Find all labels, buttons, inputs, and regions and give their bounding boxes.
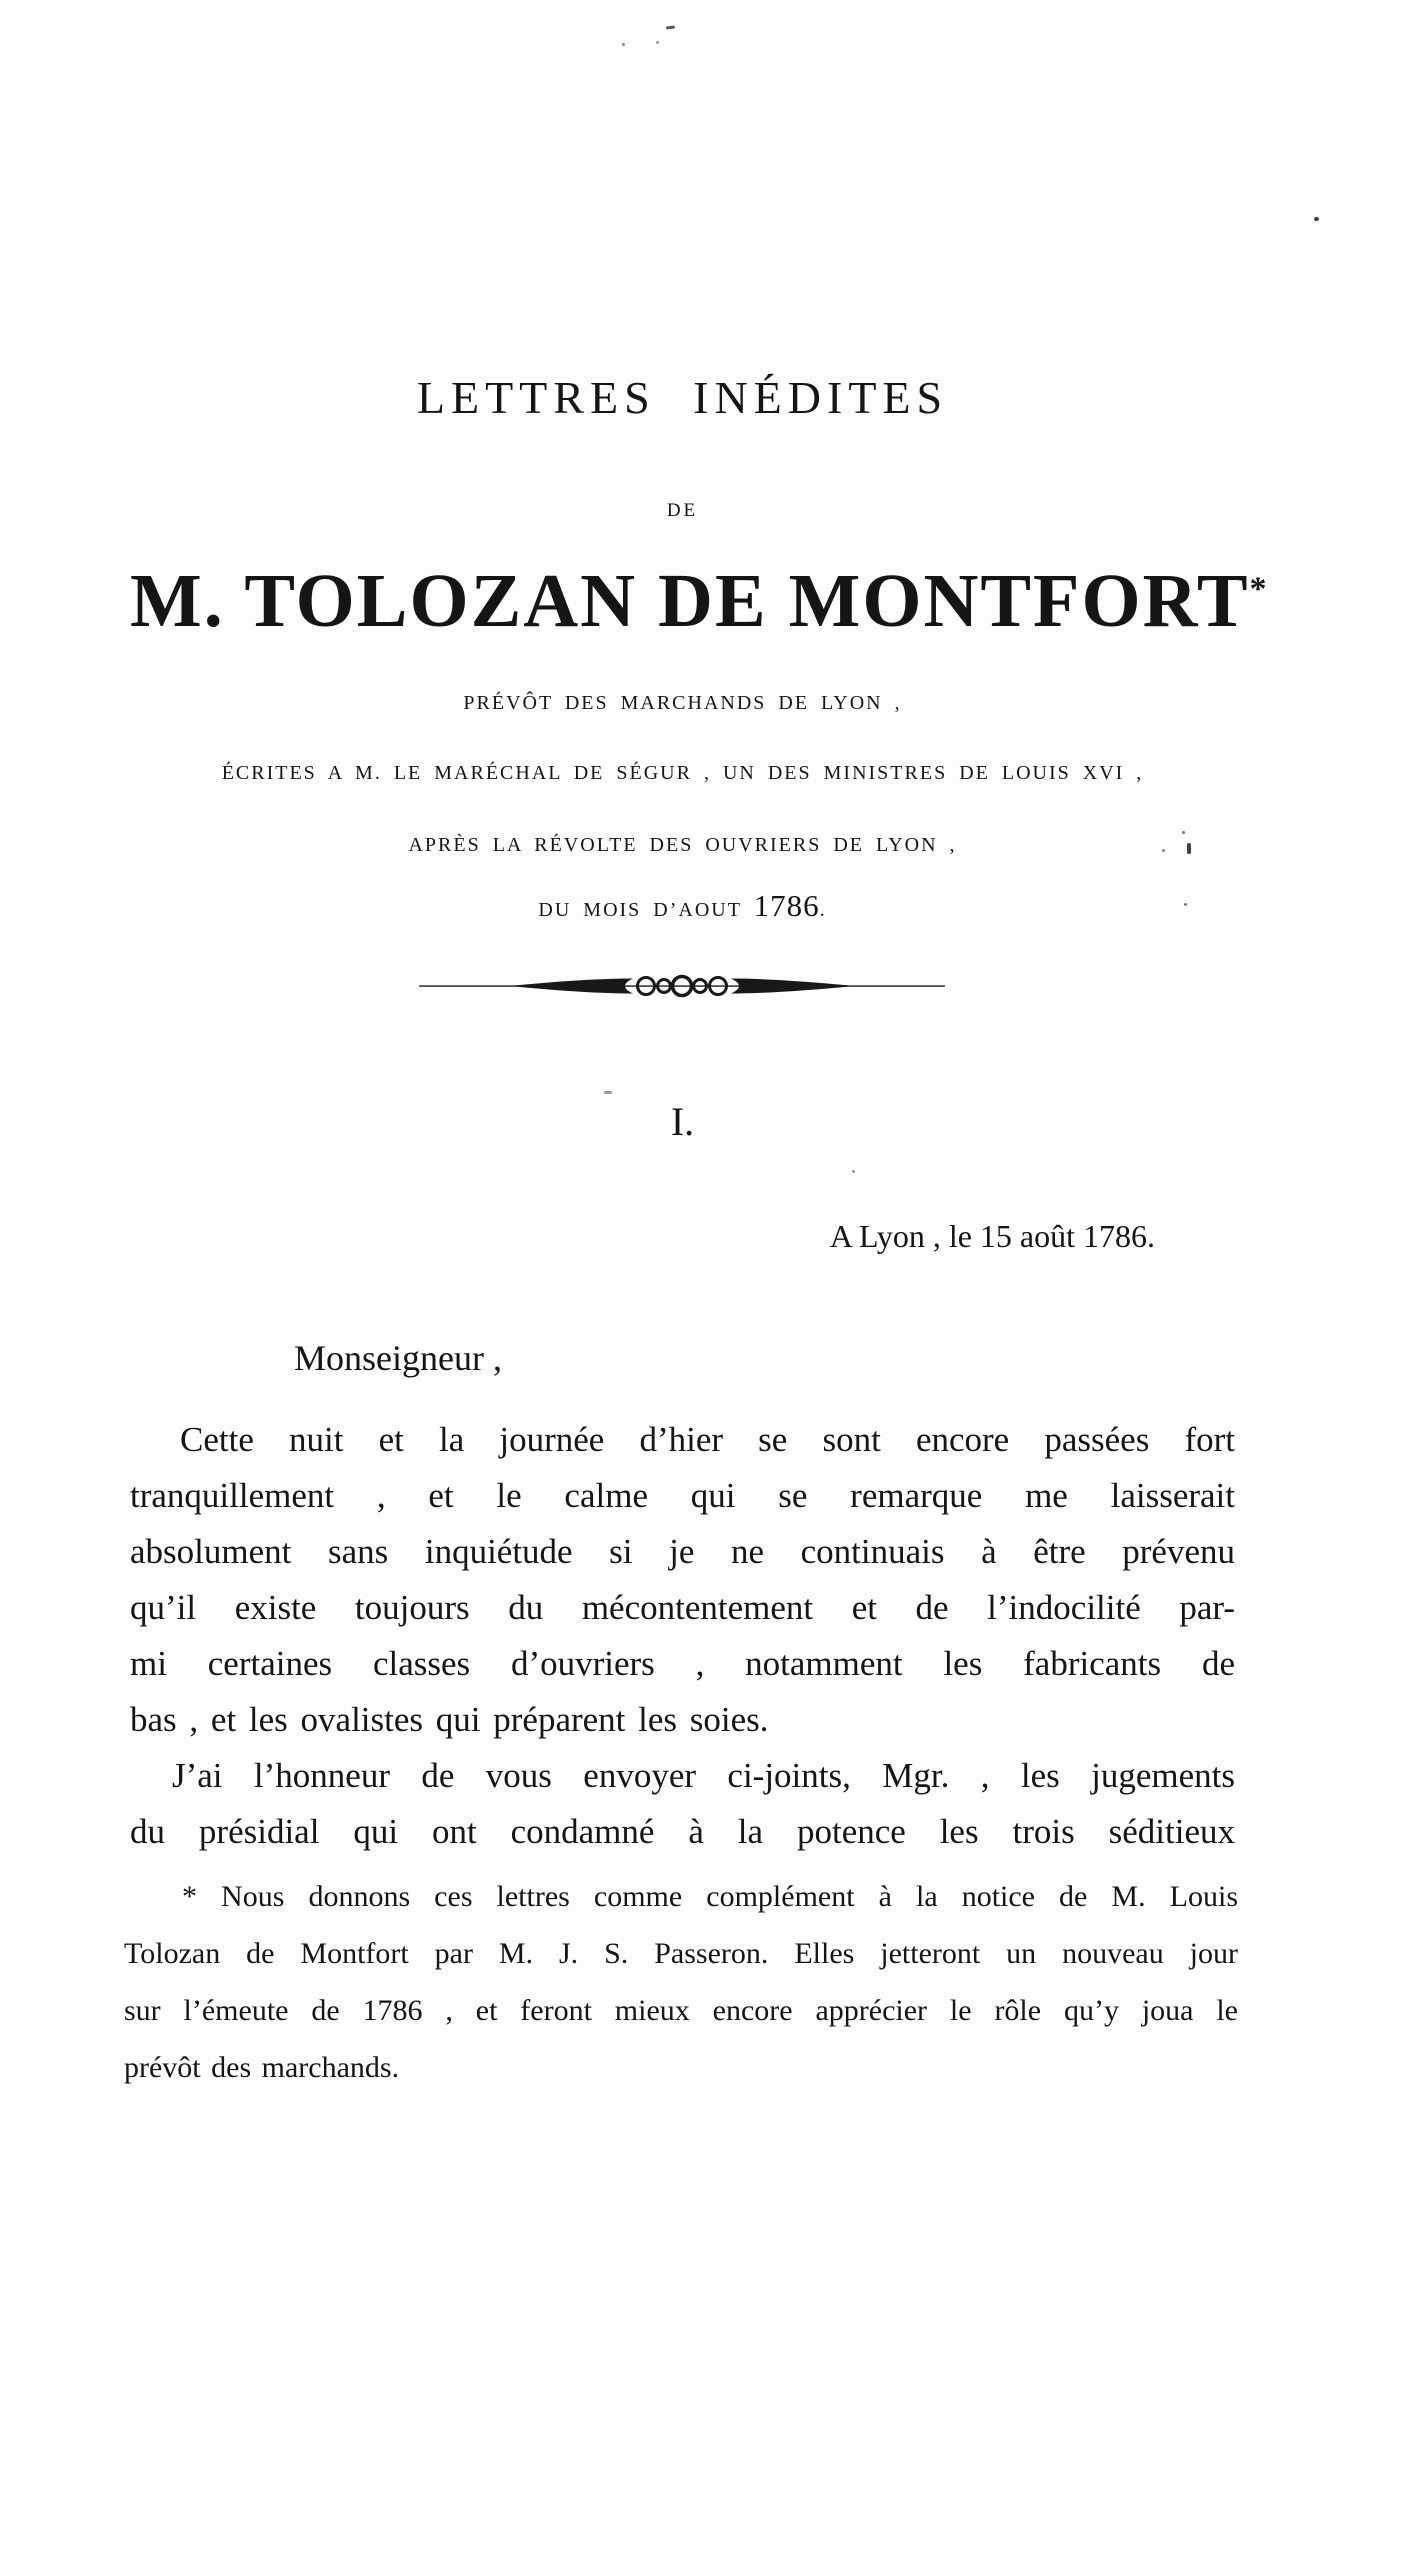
paragraph-1-line: Cette nuit et la journée d’hier se sont encore passées fort (180, 1420, 1235, 1459)
scan-speck (852, 1170, 855, 1173)
dateline: A Lyon , le 15 août 1786. (829, 1218, 1155, 1254)
footnote-line: sur l’émeute de 1786 , et feront mieux encore apprécier le rôle qu’y joua le (124, 1994, 1238, 2027)
paragraph-2 (130, 1748, 1235, 1860)
paragraph-1-line: mi certaines classes d’ouvriers , notamment les fabricants de (130, 1644, 1235, 1683)
footnote-line: Tolozan de Montfort par M. J. S. Passeron. Elles jetteront un nouveau jour (124, 1937, 1238, 1970)
paragraph-1-line: bas , et les ovalistes qui préparent les soies. (130, 1700, 769, 1739)
subtitle-addressee: ÉCRITES A M. LE MARÉCHAL DE SÉGUR , UN DES MINISTRES DE LOUIS XVI , (221, 762, 1144, 784)
series-title: LETTRES INÉDITES (416, 372, 949, 423)
ornament-divider-icon (417, 966, 947, 1006)
scan-speck (1184, 903, 1187, 906)
footnote-line: * Nous donnons ces lettres comme complément à la notice de M. Louis (182, 1880, 1238, 1913)
scan-speck (1314, 217, 1319, 221)
scan-speck (1187, 843, 1191, 854)
subtitle-date-prefix: DU MOIS D’AOUT (538, 899, 754, 921)
paragraph-1-line: tranquillement , et le calme qui se remarque me laisserait (130, 1476, 1235, 1515)
paragraph-1-line: absolument sans inquiétude si je ne continuais à être prévenu (130, 1532, 1235, 1571)
footnote-marker: * (1249, 570, 1269, 608)
footnote (124, 1868, 1238, 2096)
subtitle-role: PRÉVÔT DES MARCHANDS DE LYON , (463, 692, 902, 714)
series-connector: DE (666, 500, 699, 521)
scan-speck (1182, 831, 1185, 834)
subtitle-date (130, 888, 1235, 923)
paragraph-1-line: qu’il existe toujours du mécontentement et de l’indocilité par- (130, 1588, 1235, 1627)
page-title-text: M. TOLOZAN DE MONTFORT (130, 559, 1250, 643)
footnote-line: prévôt des marchands. (124, 2051, 400, 2084)
scan-speck (656, 41, 659, 44)
section-number: I. (670, 1099, 695, 1144)
scan-speck (622, 43, 625, 46)
subtitle-date-period: . (819, 899, 827, 921)
scan-speck (604, 1091, 612, 1094)
paragraph-2-line: du présidial qui ont condamné à la potence les trois séditieux (130, 1812, 1235, 1851)
scan-speck (666, 25, 675, 29)
subtitle-date-year: 1786 (753, 888, 820, 923)
scan-speck (1162, 849, 1165, 852)
paragraph-2-line: J’ai l’honneur de vous envoyer ci-joints, Mgr. , les jugements (172, 1756, 1235, 1795)
paragraph-1 (130, 1412, 1235, 1748)
subtitle-event: APRÈS LA RÉVOLTE DES OUVRIERS DE LYON , (408, 834, 957, 856)
page-title (130, 558, 1269, 644)
salutation: Monseigneur , (294, 1338, 502, 1378)
